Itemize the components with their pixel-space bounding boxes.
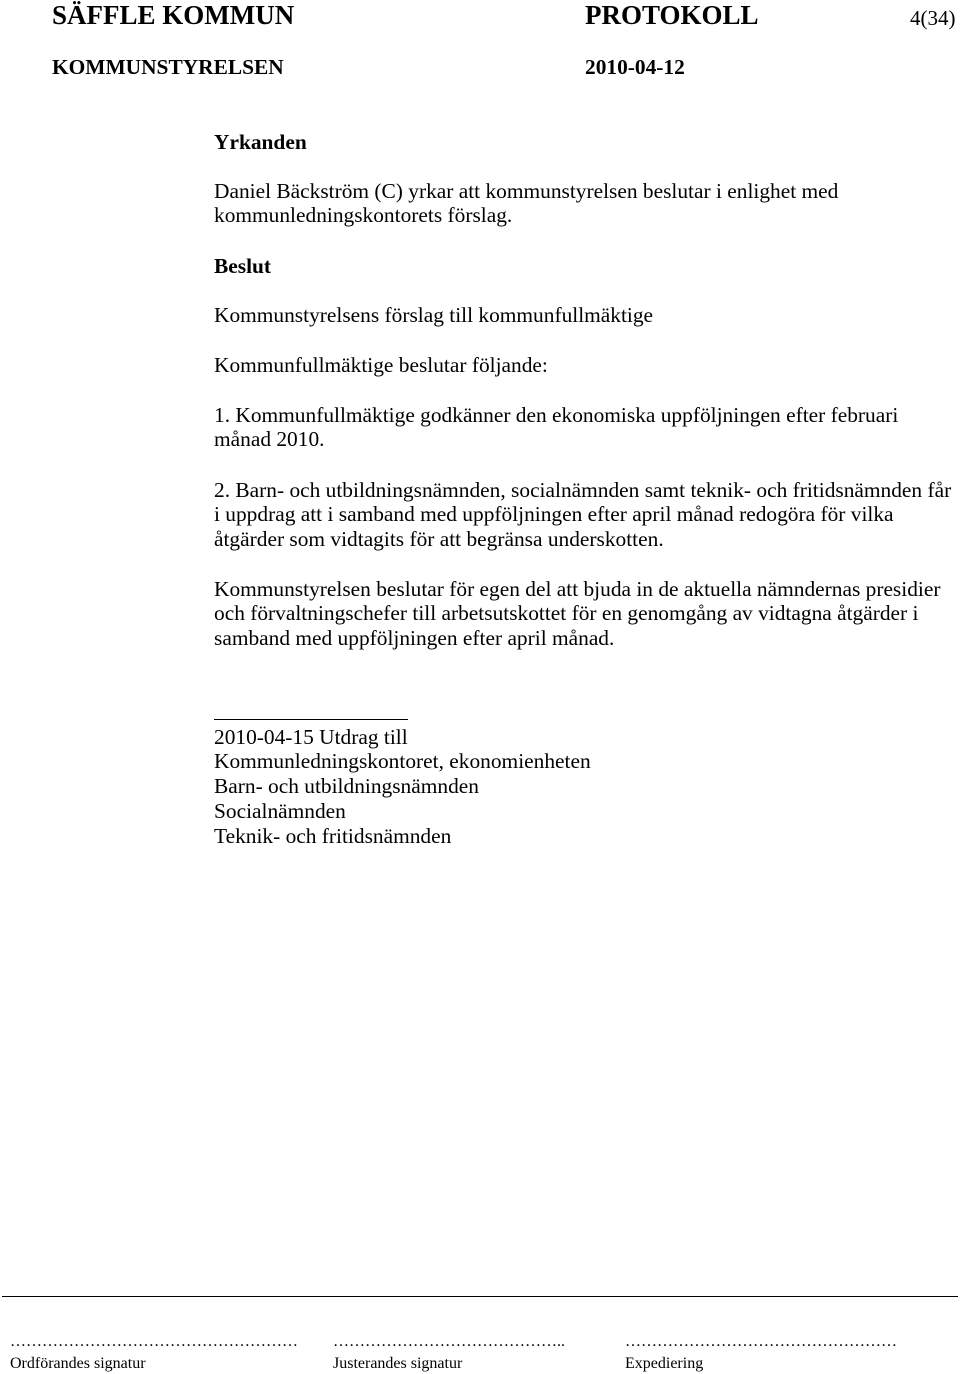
document-type: PROTOKOLL	[585, 0, 759, 30]
own-decision-paragraph	[214, 577, 940, 651]
page-number: 4(34)	[910, 6, 956, 30]
distribution-line: 2010-04-15 Utdrag till	[214, 724, 408, 749]
section-heading-yrkanden: Yrkanden	[214, 129, 307, 154]
paragraph-line: 1. Kommunfullmäktige godkänner den ekonomiska uppföljningen efter februari	[214, 402, 899, 427]
meeting-date: 2010-04-12	[585, 54, 685, 79]
paragraph-line: 2. Barn- och utbildningsnämnden, socialnämnden samt teknik- och fritidsnämnden får	[214, 477, 952, 502]
signature-line-dispatch: ……………………………………………	[625, 1333, 897, 1350]
paragraph-line: Daniel Bäckström (C) yrkar att kommunstyrelsen beslutar i enlighet med	[214, 178, 839, 203]
decision-item-1	[214, 403, 898, 452]
signature-label-adjuster: Justerandes signatur	[333, 1355, 463, 1372]
signature-line-chair: ………………………………………………	[10, 1333, 298, 1350]
paragraph-line: åtgärder som vidtagits för att begränsa underskotten.	[214, 526, 664, 551]
paragraph-line: och förvaltningschefer till arbetsutskottet för en genomgång av vidtagna åtgärder i	[214, 601, 919, 625]
paragraph-line: månad 2010.	[214, 427, 325, 451]
paragraph-line: Kommunstyrelsen beslutar för egen del att bjuda in de aktuella nämndernas presidier	[214, 576, 941, 601]
decision-item-2	[214, 478, 951, 552]
distribution-list	[214, 725, 591, 849]
distribution-line: Teknik- och fritidsnämnden	[214, 823, 452, 848]
municipality-name: SÄFFLE KOMMUN	[52, 0, 295, 30]
signature-label-dispatch: Expediering	[625, 1355, 704, 1372]
section-heading-beslut: Beslut	[214, 253, 272, 278]
signature-line-adjuster: ……………………………………..	[333, 1333, 565, 1350]
committee-name: KOMMUNSTYRELSEN	[52, 54, 284, 79]
distribution-line: Barn- och utbildningsnämnden	[214, 774, 479, 799]
footer-divider	[2, 1296, 958, 1297]
distribution-divider	[214, 719, 408, 720]
distribution-line: Kommunledningskontoret, ekonomienheten	[214, 749, 591, 774]
paragraph-line: samband med uppföljningen efter april månad.	[214, 625, 615, 650]
paragraph-line: i uppdrag att i samband med uppföljningen efter april månad redogöra för vilka	[214, 502, 894, 526]
beslut-intro: Kommunfullmäktige beslutar följande:	[214, 352, 548, 377]
beslut-subheading: Kommunstyrelsens förslag till kommunfullmäktige	[214, 302, 654, 327]
paragraph-line: kommunledningskontorets förslag.	[214, 203, 513, 227]
distribution-line: Socialnämnden	[214, 798, 346, 823]
yrkande-paragraph	[214, 179, 838, 228]
signature-label-chair: Ordförandes signatur	[10, 1355, 146, 1372]
